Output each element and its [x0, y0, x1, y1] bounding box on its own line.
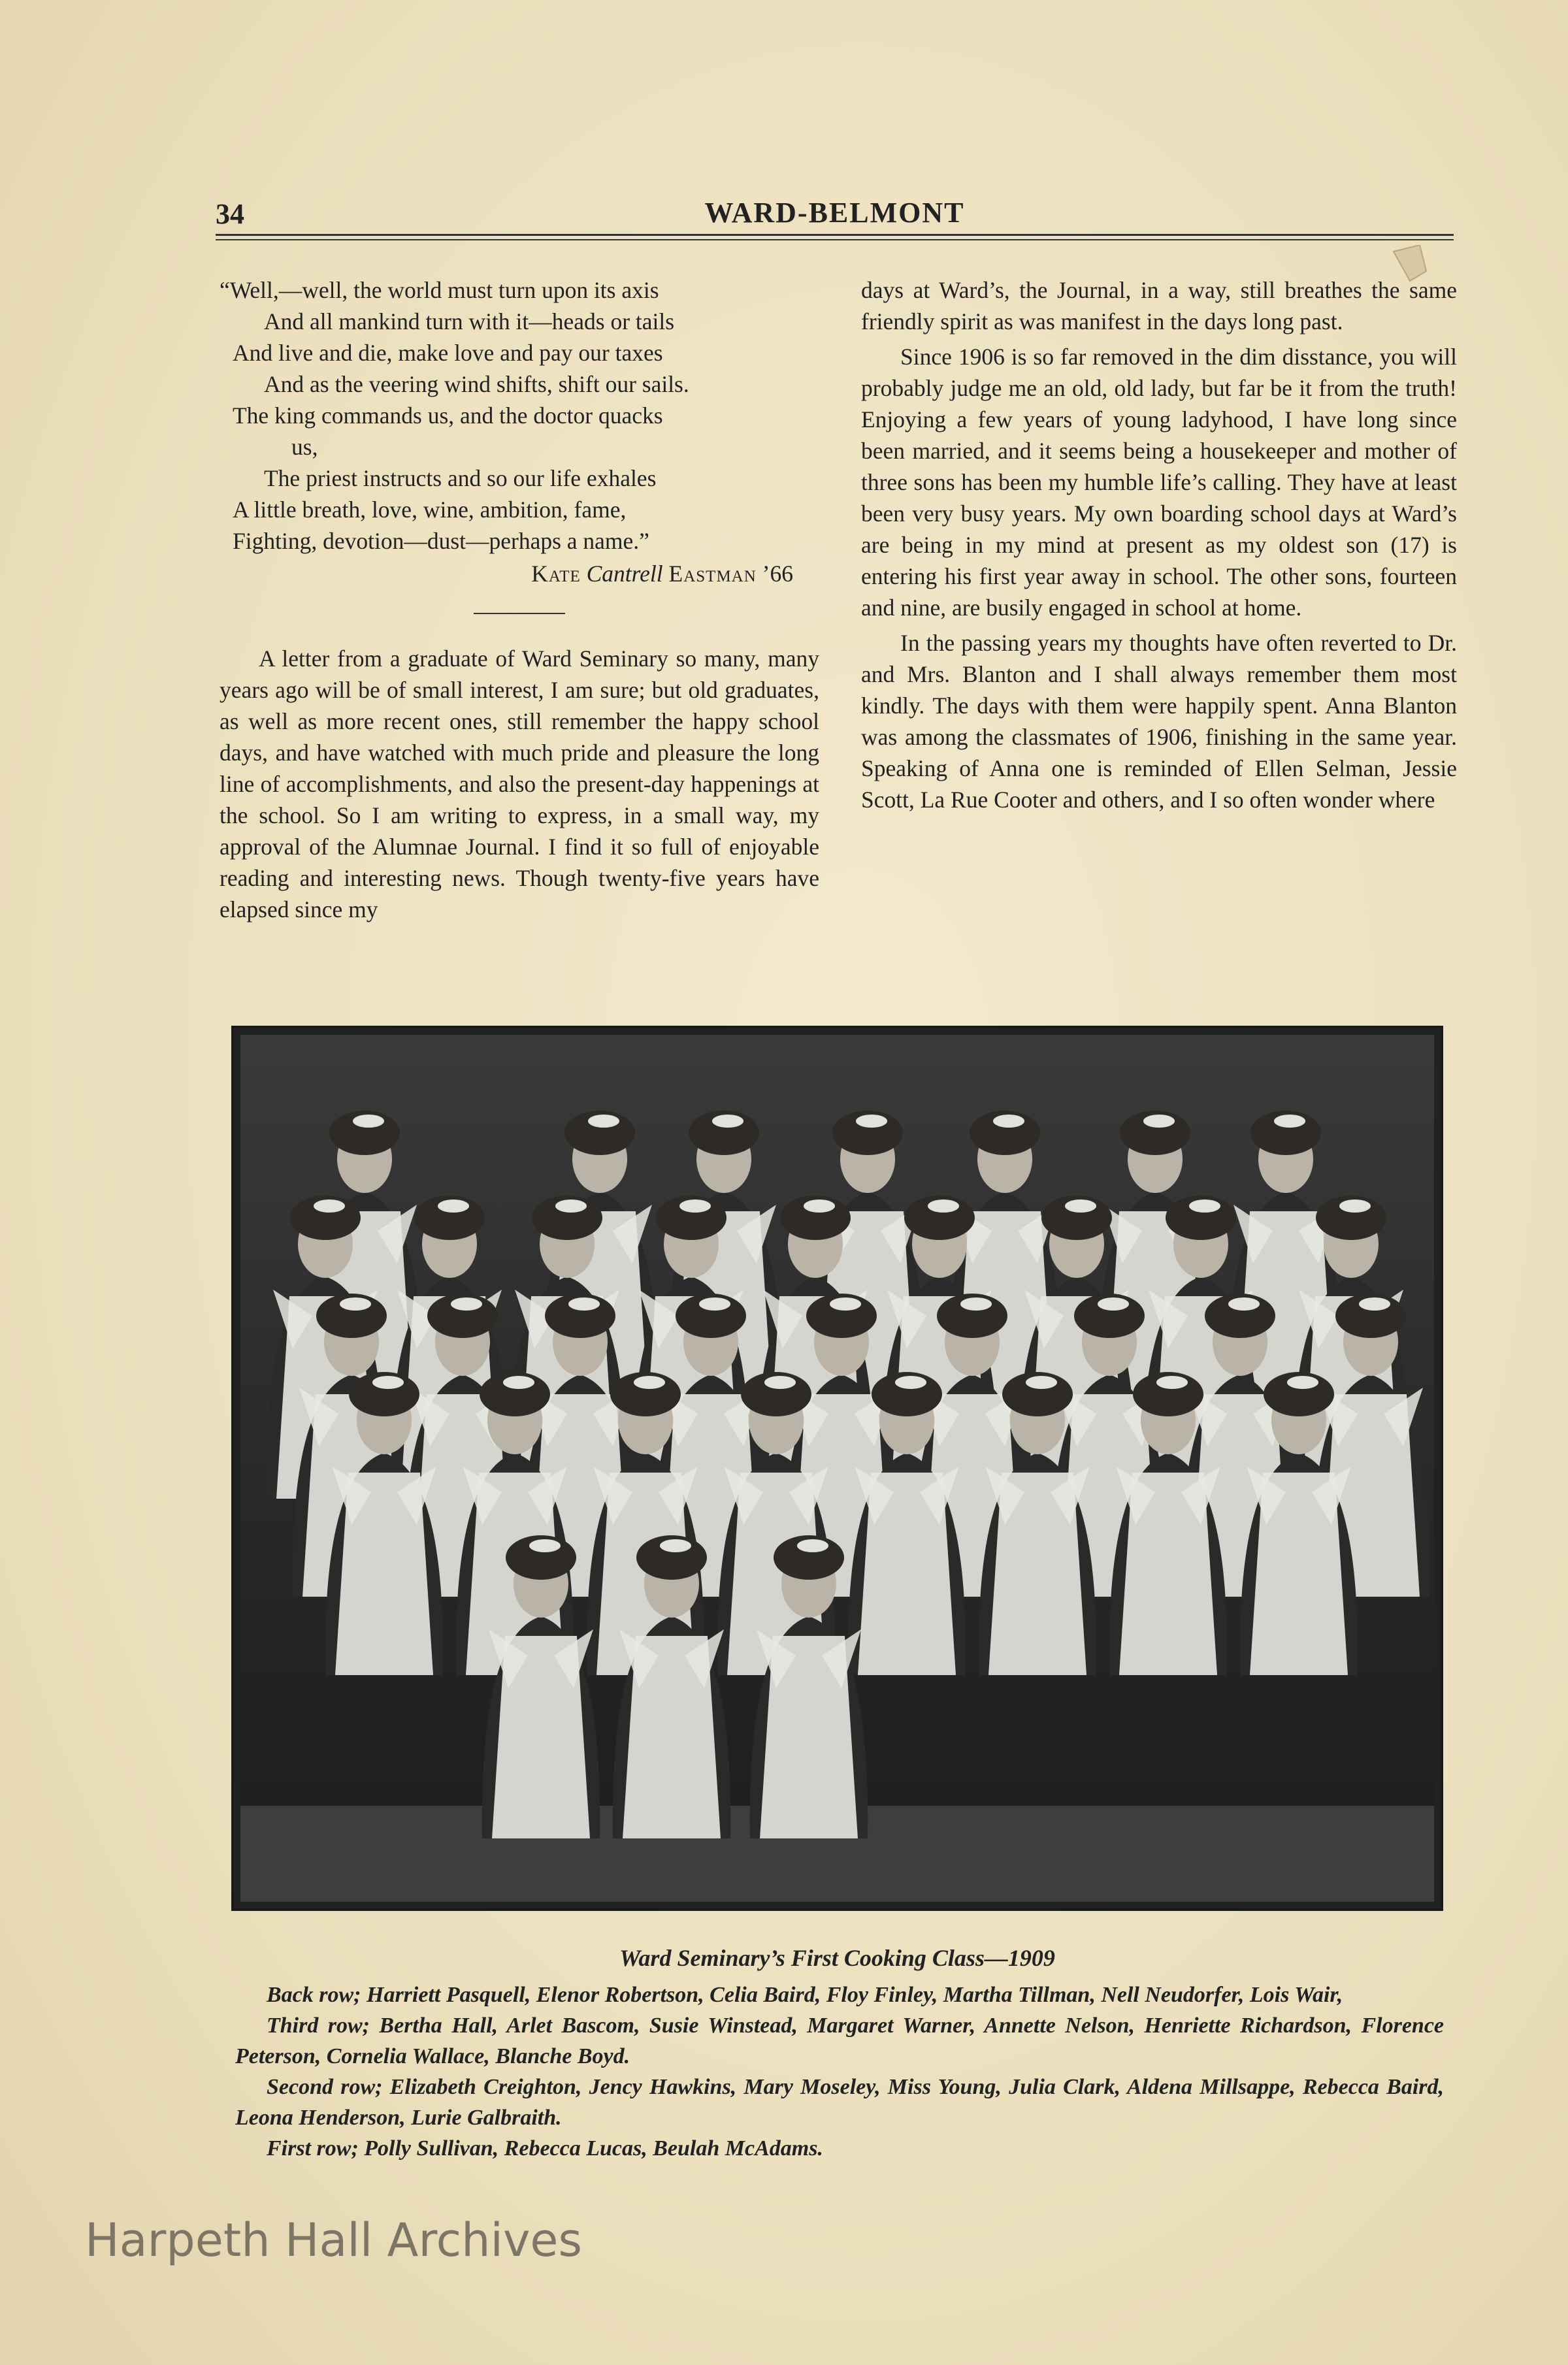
figure-cap [1098, 1297, 1129, 1311]
figure-cap [712, 1115, 743, 1128]
author-middle-name: Cantrell [586, 561, 663, 587]
figure-cap [1156, 1376, 1188, 1389]
figure-cap [1065, 1199, 1096, 1213]
photo-caption-names [235, 1980, 1444, 2164]
figure-cap [993, 1115, 1024, 1128]
header-rule-thin [216, 239, 1454, 240]
section-divider [474, 613, 565, 614]
figure-cap [797, 1539, 828, 1552]
figure-cap [353, 1115, 384, 1128]
figure-cap [679, 1199, 711, 1213]
figure-cap [764, 1376, 796, 1389]
poem-line: The king commands us, and the doctor quacks [233, 402, 663, 429]
figure-cap [438, 1199, 469, 1213]
right-column [861, 274, 1457, 819]
photograph-image [240, 1035, 1434, 1902]
photo-caption-title: Ward Seminary’s First Cooking Class—1909 [619, 1945, 1055, 1971]
figure-cap [503, 1376, 534, 1389]
figure-cap [634, 1376, 665, 1389]
caption-row-third: Third row; Bertha Hall, Arlet Bascom, Susie Winstead, Margaret Warner, Annette Nelson, Henriette Richardson, Florence Peterson, Cornelia Wallace, Blanche Boyd. [235, 2014, 1444, 2068]
poem-line: The priest instructs and so our life exhales [264, 465, 657, 491]
figure-cap [340, 1297, 371, 1311]
header-rule [216, 234, 1454, 236]
figure-cap [1274, 1115, 1305, 1128]
figure-cap [804, 1199, 835, 1213]
figure-cap [830, 1297, 861, 1311]
running-title: WARD-BELMONT [704, 197, 965, 229]
poem-line: And live and die, make love and pay our taxes [233, 340, 663, 366]
figure-cap [555, 1199, 587, 1213]
figure-cap [588, 1115, 619, 1128]
poem-line: And as the veering wind shifts, shift our sails. [264, 371, 689, 397]
author-first-name: Kate [531, 561, 581, 587]
letter-paragraph: In the passing years my thoughts have often reverted to Dr. and Mrs. Blanton and I shall always remember them most kindly. The days with them were happily spent. Anna Blanton was among the classmates of 1906, finishing in the same year. Speaking of Anna one is reminded of Ellen Selman, Jessie Scott, La Rue Cooter and others, and I so often wonder where [861, 630, 1457, 813]
poem-line: Fighting, devotion—dust—perhaps a name.” [233, 528, 649, 554]
figure-cap [928, 1199, 959, 1213]
page-header [216, 189, 1454, 242]
poem-line: “Well,—well, the world must turn upon its axis [220, 277, 659, 303]
figure-cap [529, 1539, 561, 1552]
poem-line: us, [291, 434, 318, 460]
figure-cap [372, 1376, 404, 1389]
figure-cap [856, 1115, 887, 1128]
poem-line: A little breath, love, wine, ambition, fame, [233, 497, 627, 523]
figure-cap [1228, 1297, 1260, 1311]
figure-cap [568, 1297, 600, 1311]
caption-row-back: Back row; Harriett Pasquell, Elenor Robertson, Celia Baird, Floy Finley, Martha Tillman, Nell Neudorfer, Lois Wair, [267, 1983, 1343, 2007]
figure-cap [660, 1539, 691, 1552]
figure-cap [451, 1297, 482, 1311]
page-number: 34 [216, 198, 244, 230]
group-photo-illustration [240, 1035, 1434, 1902]
class-photograph [231, 1026, 1443, 1911]
caption-row-second: Second row; Elizabeth Creighton, Jency Hawkins, Mary Moseley, Miss Young, Julia Clark, Aldena Millsappe, Rebecca Baird, Leona Henderson, Lurie Galbraith. [235, 2075, 1444, 2130]
figure-cap [1189, 1199, 1220, 1213]
poem [220, 274, 819, 589]
letter-paragraph: Since 1906 is so far removed in the dim disstance, you will probably judge me an old, old lady, but far be it from the truth! Enjoying a few years of young ladyhood, I have long since been married, and it seems being a housekeeper and mother of three sons has been my humble life’s calling. They have at least been very busy years. My own boarding school days at Ward’s are being in my mind at present as my oldest son (17) is entering his first year away in school. The other sons, fourteen and nine, are busily engaged in school at home. [861, 344, 1457, 621]
letter-paragraph: days at Ward’s, the Journal, in a way, still breathes the same friendly spirit as was manifest in the days long past. [861, 277, 1457, 334]
figure-cap [699, 1297, 730, 1311]
author-class-year: ’66 [762, 561, 793, 587]
left-column [220, 274, 819, 929]
figure-cap [1339, 1199, 1371, 1213]
poem-attribution [220, 558, 819, 589]
author-last-name: Eastman [668, 561, 757, 587]
figure-cap [1026, 1376, 1057, 1389]
figure-cap [1287, 1376, 1318, 1389]
figure-cap [960, 1297, 992, 1311]
poem-line: And all mankind turn with it—heads or tails [264, 308, 675, 334]
letter-paragraph: A letter from a graduate of Ward Seminary so many, many years ago will be of small interest, I am sure; but old graduates, as well as more recent ones, still remember the happy school days, and have watched with much pride and pleasure the long line of accomplishments, and also the present-day happenings at the school. So I am writing to express, in a small way, my approval of the Alumnae Journal. I find it so full of enjoyable reading and interesting news. Though twenty-five years have elapsed since my [220, 645, 819, 922]
caption-row-first: First row; Polly Sullivan, Rebecca Lucas, Beulah McAdams. [267, 2136, 823, 2161]
figure-cap [314, 1199, 345, 1213]
figure-cap [1143, 1115, 1175, 1128]
figure-cap [895, 1376, 926, 1389]
archive-watermark: Harpeth Hall Archives [85, 2213, 582, 2267]
figure-cap [1359, 1297, 1390, 1311]
